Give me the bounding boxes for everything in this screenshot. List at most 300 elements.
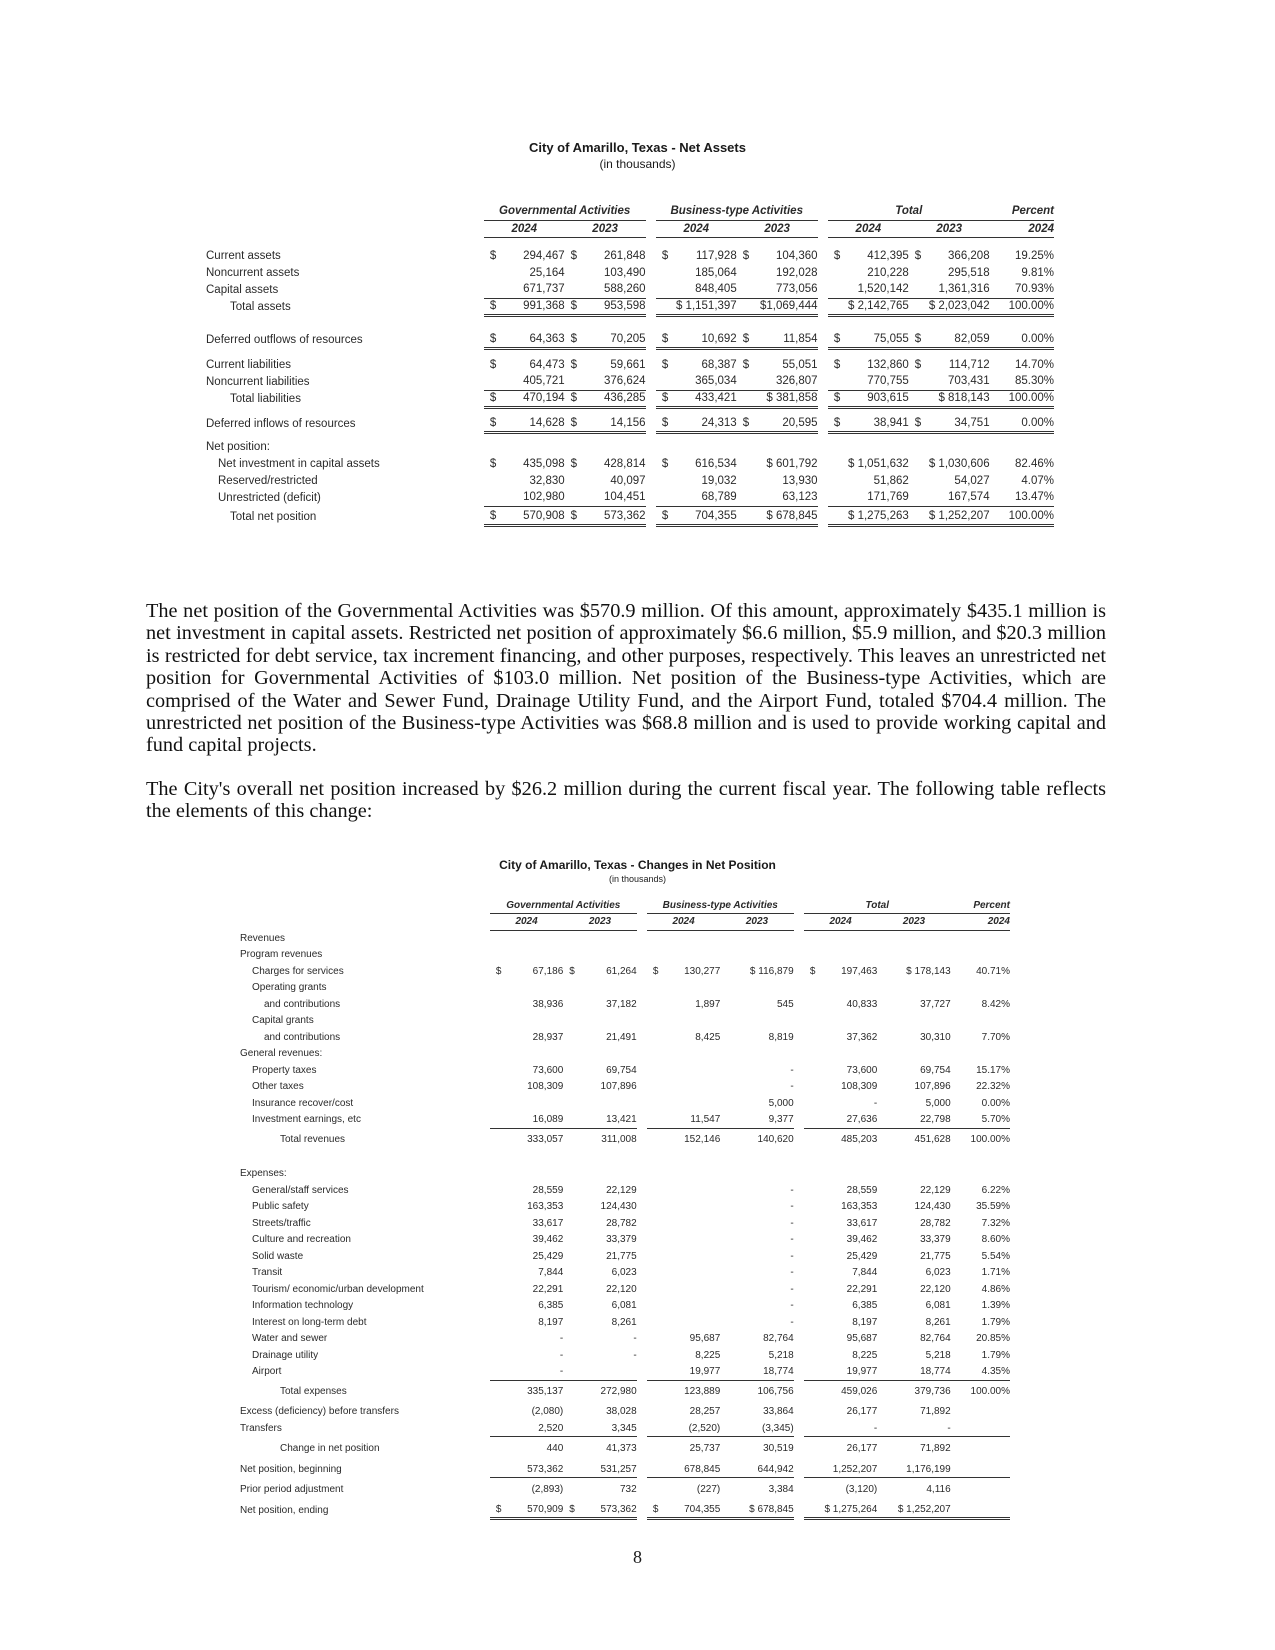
cell-value: - xyxy=(559,1349,564,1361)
currency-symbol xyxy=(877,1298,891,1315)
cell-value xyxy=(500,438,564,455)
cell-value: (2,893) xyxy=(531,1484,564,1496)
cell-value: 16,089 xyxy=(504,1112,563,1129)
row-label: Capital assets xyxy=(206,283,279,296)
cell-value: $ 1,051,632 xyxy=(848,457,909,470)
cell-value: 6,385 xyxy=(852,1300,878,1312)
currency-symbol: $ xyxy=(742,249,750,262)
cell-value: 22,798 xyxy=(892,1112,951,1129)
column-gap xyxy=(818,281,828,298)
cell-value: 773,056 xyxy=(753,281,817,298)
header-year: 2023 xyxy=(563,914,636,931)
cell-value: - xyxy=(633,1333,637,1345)
cell-value: 33,864 xyxy=(763,1406,794,1418)
currency-symbol xyxy=(720,1404,734,1421)
column-gap xyxy=(646,472,656,489)
currency-symbol xyxy=(647,1461,661,1478)
cell-value: 1,252,207 xyxy=(818,1461,877,1478)
header-governmental: Governmental Activities xyxy=(484,203,646,220)
currency-symbol xyxy=(720,1265,734,1282)
cell-value: 82,059 xyxy=(925,331,989,348)
currency-symbol xyxy=(565,489,582,506)
cell-value xyxy=(818,980,877,997)
currency-symbol xyxy=(804,996,818,1013)
currency-symbol xyxy=(720,1383,734,1400)
cell-value: 73,600 xyxy=(532,1064,564,1076)
column-gap xyxy=(794,1166,804,1183)
currency-symbol xyxy=(877,1331,891,1348)
row-label: Transfers xyxy=(240,1422,282,1434)
cell-value: (3,120) xyxy=(845,1484,878,1496)
table-row-total-assets xyxy=(206,298,1054,315)
table-row-public-safety xyxy=(240,1199,1010,1216)
cell-value: 703,431 xyxy=(925,373,989,390)
row-label: Net position: xyxy=(206,440,270,453)
cell-value: 22,120 xyxy=(606,1283,637,1295)
currency-symbol xyxy=(490,980,504,997)
cell-value: 616,534 xyxy=(695,457,737,470)
cell-value: $ 2,142,765 xyxy=(845,298,909,315)
currency-symbol xyxy=(565,281,582,298)
cell-value: 40,833 xyxy=(846,998,878,1010)
currency-symbol xyxy=(565,438,582,455)
currency-symbol xyxy=(563,1046,577,1063)
currency-symbol xyxy=(804,1364,818,1381)
cell-value: 26,177 xyxy=(846,1406,878,1418)
row-label: Reserved/restricted xyxy=(218,474,318,487)
currency-symbol: $ xyxy=(828,390,845,407)
table-row-streets xyxy=(240,1215,1010,1232)
column-gap xyxy=(794,1298,804,1315)
currency-symbol xyxy=(720,996,734,1013)
currency-symbol xyxy=(877,1461,891,1478)
currency-symbol xyxy=(563,1298,577,1315)
net-assets-title: City of Amarillo, Texas - Net Assets xyxy=(529,140,746,155)
currency-symbol xyxy=(647,1131,661,1148)
row-label: Interest on long-term debt xyxy=(252,1316,367,1328)
cell-value: - xyxy=(790,1316,794,1328)
cell-value xyxy=(735,947,794,964)
currency-symbol xyxy=(720,1441,734,1458)
cell-value: 19,977 xyxy=(661,1364,720,1381)
cell-value xyxy=(661,1182,720,1199)
column-gap xyxy=(818,508,828,525)
column-gap xyxy=(646,281,656,298)
column-gap xyxy=(637,1131,647,1148)
currency-symbol xyxy=(877,1281,891,1298)
column-gap xyxy=(794,1079,804,1096)
currency-symbol xyxy=(720,1482,734,1499)
row-label: Unrestricted (deficit) xyxy=(218,491,321,504)
table-row-total-expenses xyxy=(240,1383,1010,1400)
column-gap xyxy=(637,996,647,1013)
currency-symbol xyxy=(877,1046,891,1063)
cell-percent: 8.60% xyxy=(981,1234,1010,1246)
cell-value: $ 601,792 xyxy=(766,457,818,470)
column-gap xyxy=(646,298,656,315)
cell-value: 13,930 xyxy=(782,474,818,487)
cell-value: 37,182 xyxy=(606,998,637,1010)
currency-symbol xyxy=(804,1281,818,1298)
currency-symbol xyxy=(828,298,845,315)
cell-value: 531,257 xyxy=(578,1461,637,1478)
cell-value: 32,830 xyxy=(529,474,565,487)
currency-symbol xyxy=(563,1131,577,1148)
column-gap xyxy=(646,489,656,506)
currency-symbol xyxy=(720,1079,734,1096)
row-spacer xyxy=(240,1148,1010,1166)
currency-symbol xyxy=(563,1199,577,1216)
cell-value xyxy=(735,980,794,997)
table-row-transit xyxy=(240,1265,1010,1282)
cell-value: 366,208 xyxy=(948,249,990,262)
table-row-expenses-hdr xyxy=(240,1166,1010,1183)
header-percent: Percent xyxy=(990,203,1054,220)
table-row-unrestricted xyxy=(206,489,1054,506)
cell-value: - xyxy=(790,1081,794,1093)
currency-symbol: $ xyxy=(565,415,582,432)
cell-value: - xyxy=(633,1349,637,1361)
cell-percent: 0.00% xyxy=(990,415,1054,432)
cell-value: 14,156 xyxy=(581,415,645,432)
cell-percent: 9.81% xyxy=(1021,266,1054,279)
cell-value: - xyxy=(790,1267,794,1279)
currency-symbol xyxy=(647,1404,661,1421)
cell-value: 123,889 xyxy=(684,1385,721,1397)
cell-value: 107,896 xyxy=(600,1081,637,1093)
currency-symbol: $ xyxy=(656,390,673,407)
currency-symbol xyxy=(563,1441,577,1458)
header-year: 2023 xyxy=(737,220,818,237)
currency-symbol xyxy=(656,489,673,506)
currency-symbol xyxy=(563,1112,577,1129)
currency-symbol xyxy=(877,1215,891,1232)
cell-value: 38,028 xyxy=(606,1406,637,1418)
currency-symbol: $ xyxy=(489,358,497,371)
cell-percent xyxy=(951,1013,1010,1030)
column-gap xyxy=(818,264,828,281)
column-gap xyxy=(637,1112,647,1129)
table-row-ending xyxy=(240,1502,1010,1519)
cell-value: - xyxy=(790,1234,794,1246)
column-gap xyxy=(637,1364,647,1381)
header-year: 2024 xyxy=(951,914,1010,931)
currency-symbol xyxy=(484,373,501,390)
currency-symbol xyxy=(737,455,754,472)
row-label: Tourism/ economic/urban development xyxy=(252,1283,424,1295)
column-gap xyxy=(637,1062,647,1079)
cell-value: 3,384 xyxy=(768,1484,794,1496)
currency-symbol xyxy=(909,298,926,315)
cell-value: 22,291 xyxy=(846,1283,878,1295)
cell-value: 22,129 xyxy=(920,1184,951,1196)
row-label: Total assets xyxy=(230,300,291,313)
cell-value: 573,362 xyxy=(578,1502,637,1519)
currency-symbol xyxy=(909,438,926,455)
cell-value: 573,362 xyxy=(504,1461,563,1478)
currency-symbol xyxy=(490,1314,504,1331)
table-row-current-assets xyxy=(206,247,1054,264)
column-gap xyxy=(794,1248,804,1265)
column-gap xyxy=(646,390,656,407)
currency-symbol xyxy=(647,1331,661,1348)
row-label: Public safety xyxy=(252,1201,309,1213)
cell-value: 25,429 xyxy=(846,1250,878,1262)
header-total: Total xyxy=(828,203,990,220)
column-gap xyxy=(637,1199,647,1216)
column-gap xyxy=(794,1441,804,1458)
cell-value: 18,774 xyxy=(735,1364,794,1381)
currency-symbol xyxy=(877,947,891,964)
currency-symbol: $ xyxy=(484,508,501,525)
table-row-tourism xyxy=(240,1281,1010,1298)
cell-value: 953,598 xyxy=(581,298,645,315)
currency-symbol xyxy=(909,281,926,298)
currency-symbol xyxy=(563,1281,577,1298)
currency-symbol xyxy=(804,1232,818,1249)
currency-symbol xyxy=(828,281,845,298)
cell-value: 132,860 xyxy=(867,358,909,371)
cell-value: 7,844 xyxy=(538,1267,564,1279)
currency-symbol xyxy=(647,947,661,964)
cell-value xyxy=(661,1199,720,1216)
currency-symbol xyxy=(490,1364,504,1381)
currency-symbol xyxy=(490,1131,504,1148)
currency-symbol xyxy=(563,1265,577,1282)
currency-symbol xyxy=(877,1383,891,1400)
column-gap xyxy=(794,1215,804,1232)
currency-symbol xyxy=(490,1112,504,1129)
currency-symbol xyxy=(720,1112,734,1129)
cell-value: - xyxy=(873,1097,878,1109)
cell-value: 33,617 xyxy=(846,1217,878,1229)
currency-symbol xyxy=(720,1420,734,1437)
cell-value: 365,034 xyxy=(672,373,736,390)
column-gap xyxy=(794,996,804,1013)
cell-value: $ 818,143 xyxy=(925,390,989,407)
currency-symbol xyxy=(720,1364,734,1381)
cell-value: 95,687 xyxy=(846,1333,878,1345)
currency-symbol: $ xyxy=(489,249,497,262)
cell-value xyxy=(661,1095,720,1112)
currency-symbol xyxy=(720,1248,734,1265)
cell-value: 71,892 xyxy=(920,1443,951,1455)
cell-value: 28,559 xyxy=(532,1184,564,1196)
cell-value: 8,819 xyxy=(768,1031,794,1043)
currency-symbol xyxy=(804,1441,818,1458)
cell-value: $ 381,858 xyxy=(753,390,817,407)
currency-symbol xyxy=(804,1248,818,1265)
cell-value xyxy=(818,1046,877,1063)
currency-symbol xyxy=(720,1029,734,1046)
currency-symbol xyxy=(737,438,754,455)
currency-symbol: $ xyxy=(833,249,841,262)
currency-symbol xyxy=(563,1062,577,1079)
currency-symbol xyxy=(563,1248,577,1265)
cell-percent xyxy=(951,1420,1010,1437)
cell-percent xyxy=(951,930,1010,947)
cell-value: 41,373 xyxy=(606,1443,637,1455)
cell-value: - xyxy=(818,1420,877,1437)
cell-value: 428,814 xyxy=(603,457,646,470)
cell-value: 2,520 xyxy=(504,1420,563,1437)
cell-value: 28,559 xyxy=(846,1184,878,1196)
cell-percent: 15.17% xyxy=(976,1064,1010,1076)
cell-value: 34,751 xyxy=(925,415,989,432)
column-gap xyxy=(637,1441,647,1458)
currency-symbol xyxy=(909,508,926,525)
currency-symbol xyxy=(877,1112,891,1129)
currency-symbol: $ xyxy=(656,331,673,348)
currency-symbol xyxy=(720,1298,734,1315)
column-gap xyxy=(794,1265,804,1282)
cell-value xyxy=(661,1298,720,1315)
column-gap xyxy=(637,947,647,964)
cell-value: $ 1,030,606 xyxy=(928,457,990,470)
currency-symbol xyxy=(720,1347,734,1364)
row-label: Deferred inflows of resources xyxy=(206,417,356,430)
currency-symbol: $ xyxy=(656,415,673,432)
cell-value: 21,775 xyxy=(920,1250,951,1262)
currency-symbol: $ xyxy=(570,249,578,262)
cell-percent: 22.32% xyxy=(976,1081,1010,1093)
cell-value: 152,146 xyxy=(684,1133,721,1145)
currency-symbol xyxy=(490,1347,504,1364)
currency-symbol xyxy=(656,438,673,455)
currency-symbol xyxy=(647,996,661,1013)
currency-symbol xyxy=(490,996,504,1013)
currency-symbol: $ xyxy=(647,1502,661,1519)
column-gap xyxy=(794,1029,804,1046)
cell-percent: 100.00% xyxy=(990,508,1054,525)
column-gap xyxy=(818,472,828,489)
column-gap xyxy=(637,1314,647,1331)
cell-percent: 0.00% xyxy=(990,331,1054,348)
cell-value: 64,363 xyxy=(500,331,564,348)
row-label: Insurance recover/cost xyxy=(252,1097,354,1109)
currency-symbol xyxy=(877,1248,891,1265)
cell-value xyxy=(661,1079,720,1096)
currency-symbol xyxy=(647,1182,661,1199)
currency-symbol: $ xyxy=(565,331,582,348)
table-row-prior-adj xyxy=(240,1482,1010,1499)
cell-value: 117,928 xyxy=(696,249,737,262)
cell-value: 573,362 xyxy=(581,508,645,525)
currency-symbol xyxy=(563,1331,577,1348)
cell-percent: 100.00% xyxy=(990,390,1054,407)
currency-symbol xyxy=(909,472,926,489)
currency-symbol xyxy=(737,508,754,525)
page-number: 8 xyxy=(633,1547,642,1567)
cell-value: 436,285 xyxy=(581,390,645,407)
cell-value: $ 1,151,397 xyxy=(672,298,736,315)
changes-subtitle: (in thousands) xyxy=(608,874,667,884)
currency-symbol xyxy=(565,472,582,489)
cell-value: - xyxy=(892,1420,951,1437)
currency-symbol xyxy=(563,947,577,964)
currency-symbol xyxy=(737,390,754,407)
cell-percent xyxy=(951,980,1010,997)
cell-value: 38,936 xyxy=(532,998,564,1010)
currency-symbol xyxy=(565,264,582,281)
currency-symbol xyxy=(490,1265,504,1282)
column-gap xyxy=(794,1502,804,1519)
currency-symbol xyxy=(909,373,926,390)
currency-symbol xyxy=(647,930,661,947)
row-label: Deferred outflows of resources xyxy=(206,333,363,346)
column-gap xyxy=(794,930,804,947)
cell-percent: 4.35% xyxy=(951,1364,1010,1381)
cell-value: 38,941 xyxy=(845,415,909,432)
header-year: 2024 xyxy=(490,914,563,931)
cell-value: 22,291 xyxy=(532,1283,564,1295)
currency-symbol: $ xyxy=(495,965,502,977)
changes-in-net-position-table xyxy=(240,897,1010,1520)
cell-value: $ 1,252,207 xyxy=(892,1502,951,1519)
cell-value: 704,355 xyxy=(672,508,736,525)
row-label: Charges for services xyxy=(252,965,344,977)
currency-symbol xyxy=(804,1029,818,1046)
cell-value xyxy=(504,930,563,947)
cell-value: 40,097 xyxy=(610,474,646,487)
cell-value: 82,764 xyxy=(763,1333,794,1345)
cell-value: 6,023 xyxy=(925,1267,951,1279)
currency-symbol xyxy=(804,930,818,947)
cell-percent: 70.93% xyxy=(990,281,1054,298)
column-gap xyxy=(794,1404,804,1421)
cell-value: 25,737 xyxy=(689,1443,721,1455)
currency-symbol: $ xyxy=(661,249,669,262)
column-gap xyxy=(646,508,656,525)
row-label: Capital grants xyxy=(252,1015,314,1027)
table-row-revenues-hdr xyxy=(240,930,1010,947)
cell-percent: 8.42% xyxy=(981,998,1010,1010)
currency-symbol xyxy=(877,1062,891,1079)
currency-symbol xyxy=(490,1281,504,1298)
table-row-beginning xyxy=(240,1461,1010,1478)
row-label: Current assets xyxy=(206,249,281,262)
column-gap xyxy=(794,1482,804,1499)
currency-symbol xyxy=(737,472,754,489)
currency-symbol xyxy=(656,472,673,489)
cell-value: 335,137 xyxy=(527,1385,564,1397)
currency-symbol: $ xyxy=(742,358,750,371)
table-row-total-revenues xyxy=(240,1131,1010,1148)
currency-symbol xyxy=(804,980,818,997)
currency-symbol xyxy=(877,1420,891,1437)
currency-symbol xyxy=(490,1298,504,1315)
cell-value: $ 1,252,207 xyxy=(925,508,989,525)
cell-value xyxy=(892,980,951,997)
table-row-noncurrent-assets xyxy=(206,264,1054,281)
currency-symbol xyxy=(490,1166,504,1183)
cell-value: 37,727 xyxy=(920,998,951,1010)
currency-symbol xyxy=(877,996,891,1013)
column-gap xyxy=(637,1232,647,1249)
cell-value: $ 1,275,264 xyxy=(818,1502,877,1519)
currency-symbol: $ xyxy=(737,415,754,432)
cell-value: 8,197 xyxy=(852,1316,878,1328)
cell-value xyxy=(661,1215,720,1232)
cell-value: 991,368 xyxy=(500,298,564,315)
currency-symbol xyxy=(656,264,673,281)
currency-symbol xyxy=(647,1079,661,1096)
row-label: Change in net position xyxy=(280,1443,380,1455)
currency-symbol xyxy=(490,930,504,947)
currency-symbol xyxy=(647,1095,661,1112)
cell-value: 326,807 xyxy=(753,373,817,390)
currency-symbol xyxy=(720,947,734,964)
